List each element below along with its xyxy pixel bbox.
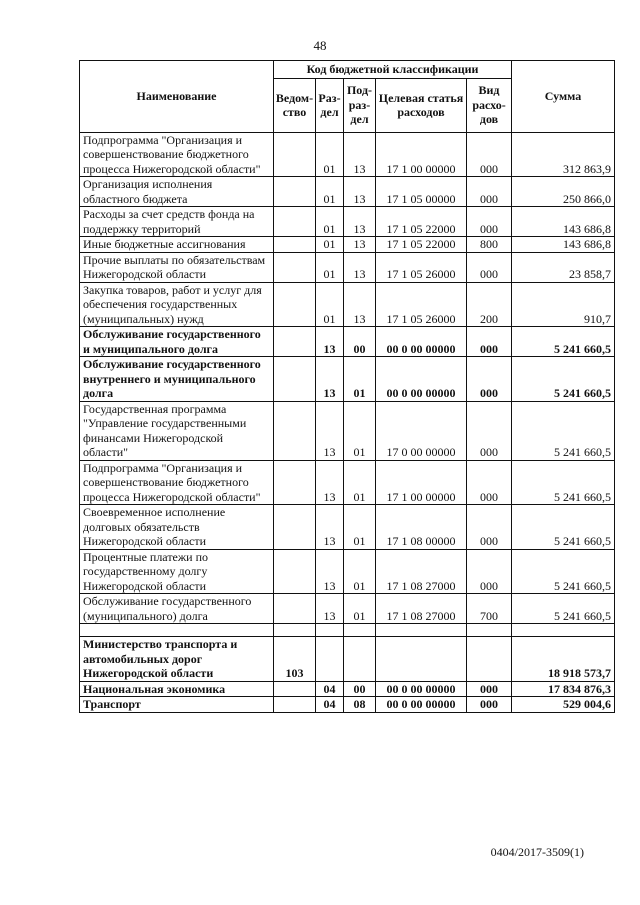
table-body (80, 132, 615, 712)
header-subsection: Под-раз-дел (344, 78, 376, 132)
row-expense-type: 000 (467, 549, 512, 594)
row-section (316, 637, 344, 682)
row-department (274, 207, 316, 237)
row-name: Организация исполнения областного бюджета (80, 177, 274, 207)
row-name: Обслуживание государственного (муниципального) долга (80, 594, 274, 624)
spacer-cell (467, 624, 512, 637)
row-target-article: 17 1 00 00000 (376, 460, 467, 505)
row-subsection: 13 (344, 252, 376, 282)
row-expense-type: 000 (467, 177, 512, 207)
row-expense-type: 000 (467, 252, 512, 282)
row-name: Подпрограмма "Организация и совершенствование бюджетного процесса Нижегородской области" (80, 460, 274, 505)
row-target-article: 17 1 05 00000 (376, 177, 467, 207)
row-target-article: 00 0 00 00000 (376, 327, 467, 357)
row-department: 103 (274, 637, 316, 682)
row-target-article: 00 0 00 00000 (376, 681, 467, 697)
row-name: Прочие выплаты по обязательствам Нижегородской области (80, 252, 274, 282)
table-row (80, 401, 615, 460)
row-department (274, 177, 316, 207)
row-department (274, 132, 316, 177)
row-section: 13 (316, 594, 344, 624)
row-expense-type: 000 (467, 327, 512, 357)
row-name: Государственная программа "Управление государственными финансами Нижегородской области" (80, 401, 274, 460)
row-name: Обслуживание государственного внутреннего и муниципального долга (80, 357, 274, 402)
table-row (80, 282, 615, 327)
row-target-article (376, 637, 467, 682)
row-target-article: 17 1 05 22000 (376, 237, 467, 253)
row-section: 01 (316, 177, 344, 207)
row-section: 04 (316, 681, 344, 697)
row-subsection: 13 (344, 132, 376, 177)
row-department (274, 594, 316, 624)
row-amount: 5 241 660,5 (512, 549, 615, 594)
row-subsection (344, 637, 376, 682)
row-name: Расходы за счет средств фонда на поддержку территорий (80, 207, 274, 237)
table-row (80, 505, 615, 550)
table-row (80, 207, 615, 237)
row-section: 04 (316, 697, 344, 713)
row-department (274, 681, 316, 697)
row-department (274, 505, 316, 550)
row-subsection: 01 (344, 594, 376, 624)
table-row (80, 460, 615, 505)
header-department: Ведом-ство (274, 78, 316, 132)
row-name: Транспорт (80, 697, 274, 713)
row-subsection: 01 (344, 401, 376, 460)
row-section: 01 (316, 207, 344, 237)
spacer-cell (376, 624, 467, 637)
row-expense-type: 000 (467, 357, 512, 402)
row-name: Министерство транспорта и автомобильных дорог Нижегородской области (80, 637, 274, 682)
row-name: Подпрограмма "Организация и совершенствование бюджетного процесса Нижегородской области" (80, 132, 274, 177)
row-expense-type: 000 (467, 681, 512, 697)
row-section: 01 (316, 237, 344, 253)
table-row (80, 697, 615, 713)
row-target-article: 17 1 00 00000 (376, 132, 467, 177)
row-subsection: 01 (344, 357, 376, 402)
spacer-cell (344, 624, 376, 637)
row-amount: 910,7 (512, 282, 615, 327)
row-section: 13 (316, 327, 344, 357)
row-subsection: 01 (344, 549, 376, 594)
row-target-article: 17 1 05 26000 (376, 282, 467, 327)
row-department (274, 460, 316, 505)
row-expense-type: 200 (467, 282, 512, 327)
row-expense-type: 000 (467, 460, 512, 505)
row-department (274, 237, 316, 253)
row-department (274, 549, 316, 594)
document-code: 0404/2017-3509(1) (490, 845, 584, 859)
spacer-cell (512, 624, 615, 637)
row-name: Иные бюджетные ассигнования (80, 237, 274, 253)
row-subsection: 13 (344, 207, 376, 237)
spacer-row (80, 624, 615, 637)
row-name: Обслуживание государственного и муниципального долга (80, 327, 274, 357)
row-subsection: 01 (344, 505, 376, 550)
row-subsection: 00 (344, 681, 376, 697)
row-amount: 5 241 660,5 (512, 357, 615, 402)
header-section: Раз-дел (316, 78, 344, 132)
row-department (274, 282, 316, 327)
table-row (80, 549, 615, 594)
row-expense-type: 000 (467, 505, 512, 550)
row-name: Процентные платежи по государственному долгу Нижегородской области (80, 549, 274, 594)
row-subsection: 00 (344, 327, 376, 357)
row-name: Своевременное исполнение долговых обязательств Нижегородской области (80, 505, 274, 550)
row-section: 01 (316, 252, 344, 282)
row-amount: 5 241 660,5 (512, 594, 615, 624)
row-amount: 143 686,8 (512, 207, 615, 237)
row-target-article: 17 1 08 27000 (376, 549, 467, 594)
row-section: 13 (316, 505, 344, 550)
row-department (274, 252, 316, 282)
row-expense-type: 700 (467, 594, 512, 624)
table-row (80, 327, 615, 357)
row-amount: 23 858,7 (512, 252, 615, 282)
row-section: 01 (316, 282, 344, 327)
table-row (80, 681, 615, 697)
header-name: Наименование (80, 61, 274, 133)
row-amount: 5 241 660,5 (512, 505, 615, 550)
budget-table (79, 60, 615, 713)
row-target-article: 17 1 08 27000 (376, 594, 467, 624)
row-section: 13 (316, 357, 344, 402)
header-expense-type: Вид расхо-дов (467, 78, 512, 132)
spacer-cell (316, 624, 344, 637)
row-subsection: 13 (344, 177, 376, 207)
row-amount: 18 918 573,7 (512, 637, 615, 682)
row-amount: 5 241 660,5 (512, 460, 615, 505)
row-section: 01 (316, 132, 344, 177)
row-department (274, 697, 316, 713)
row-amount: 250 866,0 (512, 177, 615, 207)
row-subsection: 13 (344, 237, 376, 253)
row-expense-type: 000 (467, 207, 512, 237)
table-row (80, 594, 615, 624)
row-department (274, 401, 316, 460)
row-section: 13 (316, 460, 344, 505)
page-number: 48 (313, 38, 327, 53)
row-target-article: 17 1 05 26000 (376, 252, 467, 282)
row-expense-type: 000 (467, 401, 512, 460)
table-row (80, 237, 615, 253)
row-expense-type (467, 637, 512, 682)
header-target-article: Целевая статья расходов (376, 78, 467, 132)
row-expense-type: 000 (467, 697, 512, 713)
row-amount: 5 241 660,5 (512, 327, 615, 357)
spacer-cell (274, 624, 316, 637)
table-row (80, 132, 615, 177)
header-code-group: Код бюджетной классификации (274, 61, 512, 79)
header-amount: Сумма (512, 61, 615, 133)
table-row (80, 357, 615, 402)
row-subsection: 08 (344, 697, 376, 713)
row-amount: 143 686,8 (512, 237, 615, 253)
table-row (80, 177, 615, 207)
row-amount: 17 834 876,3 (512, 681, 615, 697)
row-name: Национальная экономика (80, 681, 274, 697)
row-amount: 529 004,6 (512, 697, 615, 713)
row-section: 13 (316, 549, 344, 594)
row-target-article: 17 1 05 22000 (376, 207, 467, 237)
row-amount: 5 241 660,5 (512, 401, 615, 460)
row-target-article: 17 0 00 00000 (376, 401, 467, 460)
row-target-article: 17 1 08 00000 (376, 505, 467, 550)
row-department (274, 327, 316, 357)
row-target-article: 00 0 00 00000 (376, 697, 467, 713)
spacer-cell (80, 624, 274, 637)
row-subsection: 13 (344, 282, 376, 327)
row-subsection: 01 (344, 460, 376, 505)
row-amount: 312 863,9 (512, 132, 615, 177)
row-department (274, 357, 316, 402)
row-expense-type: 000 (467, 132, 512, 177)
row-target-article: 00 0 00 00000 (376, 357, 467, 402)
row-name: Закупка товаров, работ и услуг для обеспечения государственных (муниципальных) нужд (80, 282, 274, 327)
table-row (80, 252, 615, 282)
row-section: 13 (316, 401, 344, 460)
table-row (80, 637, 615, 682)
table-header (80, 61, 615, 133)
row-expense-type: 800 (467, 237, 512, 253)
